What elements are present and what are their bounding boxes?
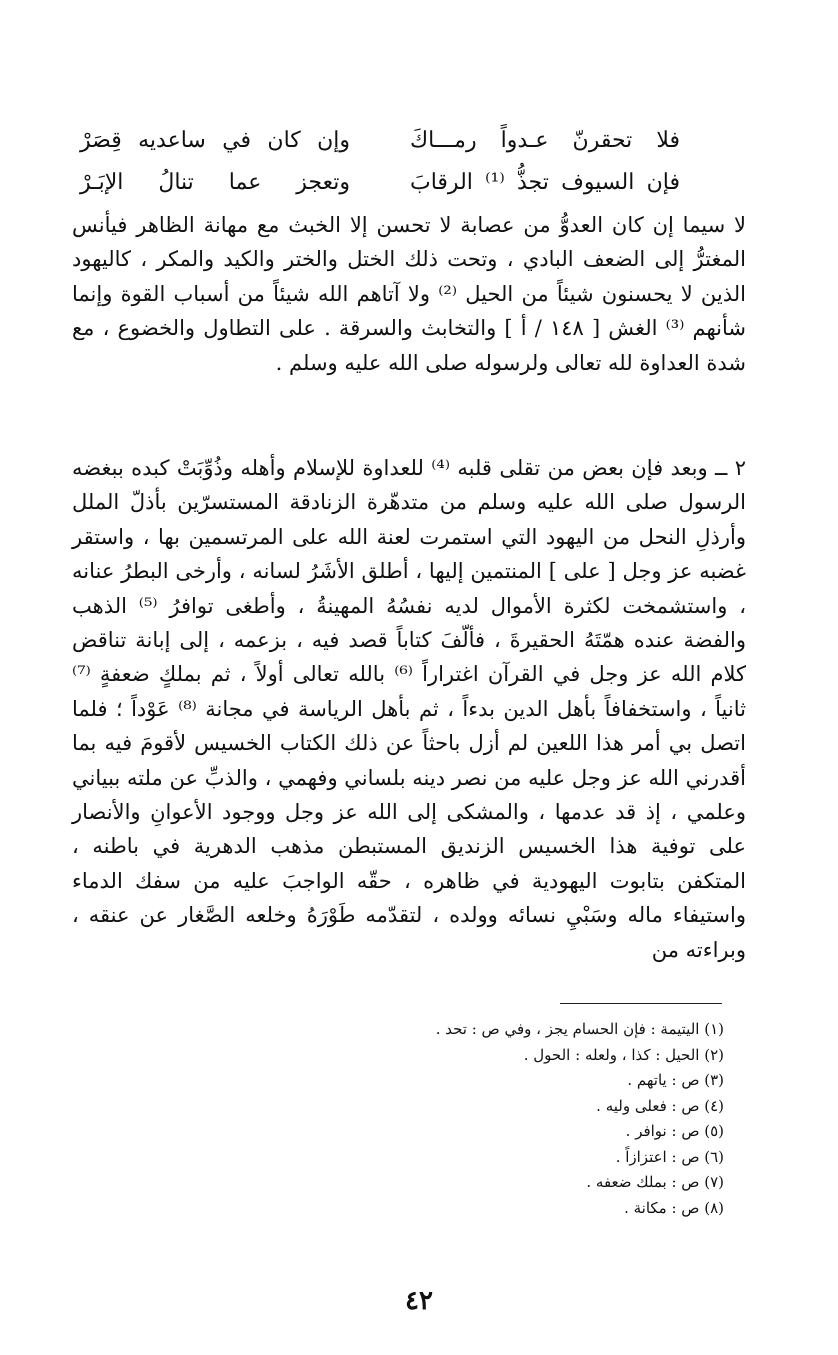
footnote-item: (٤) ص : فعلى وليه . <box>596 1096 724 1115</box>
footnote-item: (٢) الحيل : كذا ، ولعله : الحول . <box>523 1045 724 1064</box>
footnote-item: (٥) ص : نوافر . <box>625 1122 724 1140</box>
page-number: ٤٢ <box>405 1286 433 1316</box>
verse-first-hemistich: فلا تحقرنّ عـدواً رمـــاكَ <box>410 128 680 153</box>
footnote-item: (١) اليتيمة : فإن الحسام يجز ، وفي ص : تحد . <box>435 1020 724 1038</box>
footnote-item: (٨) ص : مكانة . <box>624 1198 724 1217</box>
body-paragraph: ٢ ــ وبعد فإن بعض من تقلى قلبه ⁽⁴⁾ للعداوة للإسلام وأهله وذُوِّبَتْ كبده ببغضه الرسول صلى الله عليه وسلم من متدهّرة الزنادقة المستسرّين بأذلّ الملل وأرذلِ النحل من اليهود التي استمرت لعنة الله على المرتسمين بها ، واستقر غضبه عز وجل [ على ] المنتمين إليها ، أطلق الأشَرُ لسانه ، وأرخى البطرُ عنانه ، واستشمخت لكثرة الأموال لديه نفسُهُ المهينةُ ، وأطغى توافرُ ⁽⁵⁾ الذهب والفضة عنده همّتَهُ الحقيرةَ ، فألّفَ كتاباً قصد فيه ، بزعمه ، إلى إبانة تناقض كلام الله عز وجل في القرآن اغتراراً ⁽⁶⁾ بالله تعالى أولاً ، ثم بملكٍ ضعفةٍ ⁽⁷⁾ ثانياً ، واستخفافاً بأهل الدين بدءاً ، ثم بأهل الرياسة في مجانة ⁽⁸⁾ عَوْداً ؛ فلما اتصل بي أمر هذا اللعين لم أزل باحثاً عن ذلك الكتاب الخسيس لأقومَ فيه بما أقدرني الله عز وجل عليه من نصر دينه بلساني وفهمي ، والذبِّ عن ملته ببياني وعلمي ، إذ قد عدمها ، والمشكى إلى الله عز وجل ووجود الأعوانِ والأنصار على توفية هذا الخسيس الزنديق المستبطن مذهب الدهرية في باطنه ، المتكفن بتابوت اليهودية في ظاهره ، حقّه الواجبَ عليه من سفك الدماء واستيفاء ماله وسَبْيِ نسائه وولده ، لتقدّمه طَوْرَهُ وخلعه الصَّغار عن عنقه ، وبراءته من <box>72 456 746 962</box>
footnotes-list <box>224 1017 724 1221</box>
footnote-item: (٧) ص : بملك ضعفه . <box>586 1173 724 1191</box>
body-paragraph: لا سيما إن كان العدوُّ من عصابة لا تحسن إلا الخبث مع مهانة الظاهر فيأنس المغترُّ إلى الضعف البادي ، وتحت ذلك الختل والختر والكيد والمكر ، كاليهود الذين لا يحسنون شيئاً من الحيل ⁽²⁾ ولا آتاهم الله شيئاً من أسباب القوة وإنما شأنهم ⁽³⁾ الغش [ ١٤٨ / أ ] والتخابث والسرقة . على التطاول والخضوع ، مع شدة العداوة لله تعالى ولرسوله صلى الله عليه وسلم . <box>72 213 746 375</box>
footnote-divider <box>560 1003 722 1004</box>
verse-line <box>80 124 680 160</box>
verse-line <box>80 166 680 202</box>
footnote-item: (٦) ص : اعتزازاً . <box>615 1147 724 1166</box>
verse-first-hemistich: فإن السيوف تجذُّ ⁽¹⁾ الرقابَ <box>410 170 680 195</box>
verse-second-hemistich: وإن كان في ساعديه قِصَرْ <box>80 128 350 153</box>
verse-second-hemistich: وتعجز عما تنالُ الإبَـرْ <box>80 170 350 195</box>
footnote-item: (٣) ص : ياتهم . <box>627 1071 724 1089</box>
